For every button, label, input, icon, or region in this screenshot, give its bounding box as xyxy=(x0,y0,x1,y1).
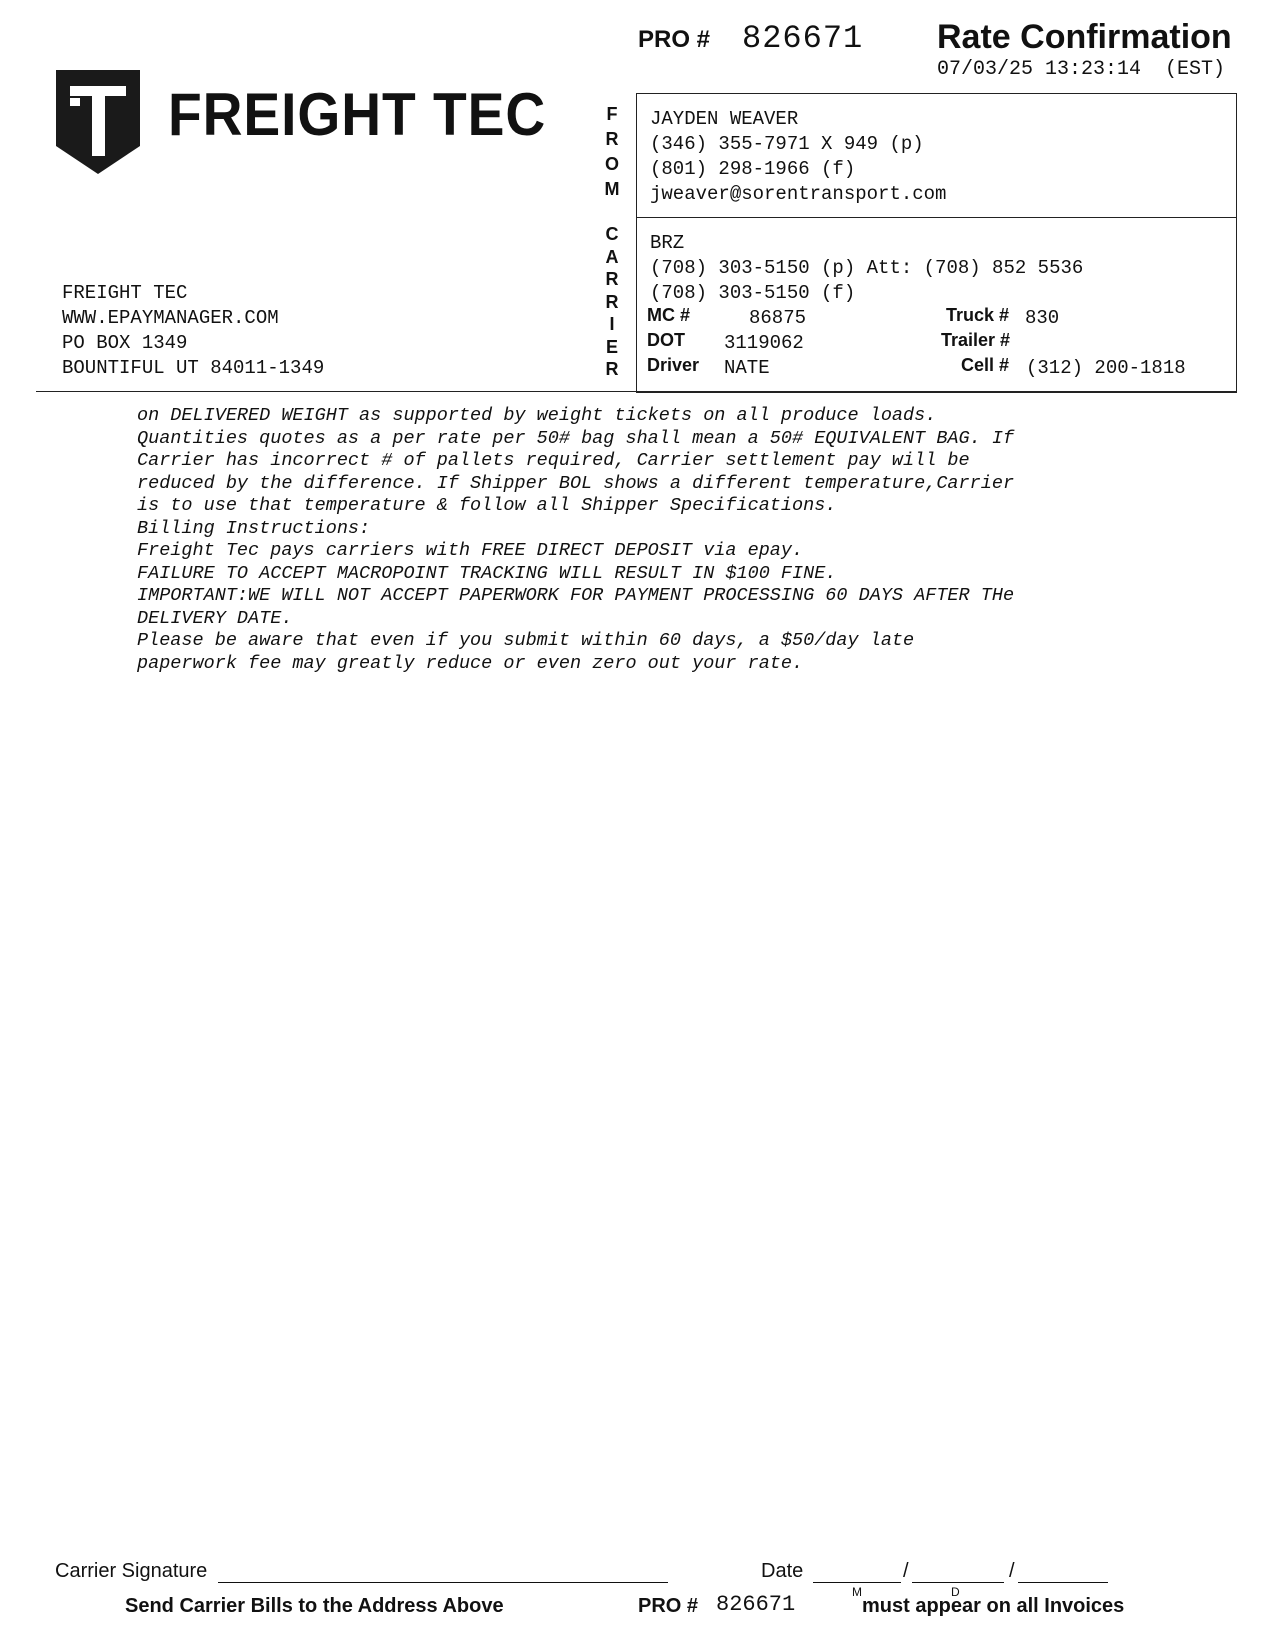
vertical-letter: R xyxy=(605,129,619,149)
truck-value: 830 xyxy=(1025,307,1060,329)
dot-label: DOT xyxy=(647,330,685,350)
from-fax: (801) 298-1966 (f) xyxy=(650,158,856,180)
from-contact xyxy=(650,107,946,207)
carrier-vertical-label xyxy=(600,223,624,381)
date-day-line[interactable] xyxy=(912,1582,1004,1583)
footer-pro-label: PRO # xyxy=(638,1595,699,1617)
note-line: Billing Instructions: xyxy=(137,517,371,539)
note-line: Carrier has incorrect # of pallets required, Carrier settlement pay will be xyxy=(137,450,970,471)
note-line: is to use that temperature & follow all Shipper Specifications. xyxy=(137,495,837,516)
note-line: reduced by the difference. If Shipper BOL shows a different temperature,Carrier xyxy=(137,472,1015,494)
vertical-letter: F xyxy=(606,104,618,124)
dot-value: 3119062 xyxy=(724,332,804,354)
note-line: DELIVERY DATE. xyxy=(137,607,293,629)
terms-notes xyxy=(137,405,1014,675)
address-line: PO BOX 1349 xyxy=(62,332,188,354)
vertical-letter: R xyxy=(605,359,619,379)
date-year-line[interactable] xyxy=(1018,1582,1108,1583)
vertical-letter: R xyxy=(605,269,619,289)
note-line: Quantities quotes as a per rate per 50# bag shall mean a 50# EQUIVALENT BAG. If xyxy=(137,427,1015,449)
pro-number: 826671 xyxy=(742,20,864,57)
vertical-letter: M xyxy=(604,179,620,199)
from-name: JAYDEN WEAVER xyxy=(650,108,799,130)
date-label: Date xyxy=(761,1560,804,1582)
truck-label: Truck # xyxy=(946,305,1010,325)
note-line: on DELIVERED WEIGHT as supported by weight tickets on all produce loads. xyxy=(137,405,937,426)
cell-label: Cell # xyxy=(961,355,1010,375)
address-line: BOUNTIFUL UT 84011-1349 xyxy=(62,357,325,379)
address-line: FREIGHT TEC xyxy=(62,282,188,304)
vertical-letter: E xyxy=(605,336,618,357)
vertical-letter: R xyxy=(605,291,619,312)
date-slash: / xyxy=(1009,1560,1015,1582)
date-month-line[interactable] xyxy=(813,1582,901,1583)
send-bills-note: Send Carrier Bills to the Address Above xyxy=(125,1595,504,1617)
footer-pro-number: 826671 xyxy=(716,1592,796,1617)
mc-label: MC # xyxy=(647,305,691,325)
driver-label: Driver xyxy=(647,355,700,375)
vertical-letter: O xyxy=(604,154,619,174)
from-email: jweaver@sorentransport.com xyxy=(650,183,947,205)
day-hint: D xyxy=(951,1585,960,1599)
pro-label: PRO # xyxy=(638,26,711,53)
carrier-phone: (708) 303-5150 (p) Att: (708) 852 5536 xyxy=(650,257,1084,279)
from-vertical-label xyxy=(600,102,624,202)
mc-value: 86875 xyxy=(749,307,807,329)
month-hint: M xyxy=(852,1585,862,1599)
document-datetime: 07/03/25 13:23:14 (EST) xyxy=(937,58,1226,81)
carrier-signature-label: Carrier Signature xyxy=(55,1560,208,1582)
trailer-label: Trailer # xyxy=(941,330,1011,350)
address-line: WWW.EPAYMANAGER.COM xyxy=(62,307,279,329)
vertical-letter: I xyxy=(609,314,615,334)
driver-value: NATE xyxy=(724,357,770,379)
page-title: Rate Confirmation xyxy=(937,18,1232,56)
must-appear-note: must appear on all Invoices xyxy=(862,1595,1125,1617)
cell-value: (312) 200-1818 xyxy=(1026,357,1186,379)
note-line: paperwork fee may greatly reduce or even zero out your rate. xyxy=(137,652,804,674)
note-line: Please be aware that even if you submit within 60 days, a $50/day late xyxy=(137,630,915,651)
signature-line[interactable] xyxy=(218,1582,668,1583)
note-line: IMPORTANT:WE WILL NOT ACCEPT PAPERWORK FOR PAYMENT PROCESSING 60 DAYS AFTER THe xyxy=(137,585,1015,606)
note-line: FAILURE TO ACCEPT MACROPOINT TRACKING WILL RESULT IN $100 FINE. xyxy=(137,562,837,584)
vertical-letter: C xyxy=(605,224,619,244)
company-logo-text: FREIGHT TEC xyxy=(168,81,547,148)
note-line: Freight Tec pays carriers with FREE DIRECT DEPOSIT via epay. xyxy=(137,540,804,561)
company-address xyxy=(62,281,324,381)
vertical-letter: A xyxy=(605,246,619,267)
header-divider xyxy=(36,391,1237,392)
from-phone: (346) 355-7971 X 949 (p) xyxy=(650,133,924,155)
carrier-name: BRZ xyxy=(650,232,685,254)
freight-tec-shield-logo-icon xyxy=(54,68,142,176)
date-slash: / xyxy=(903,1560,909,1582)
carrier-fax: (708) 303-5150 (f) xyxy=(650,282,856,304)
